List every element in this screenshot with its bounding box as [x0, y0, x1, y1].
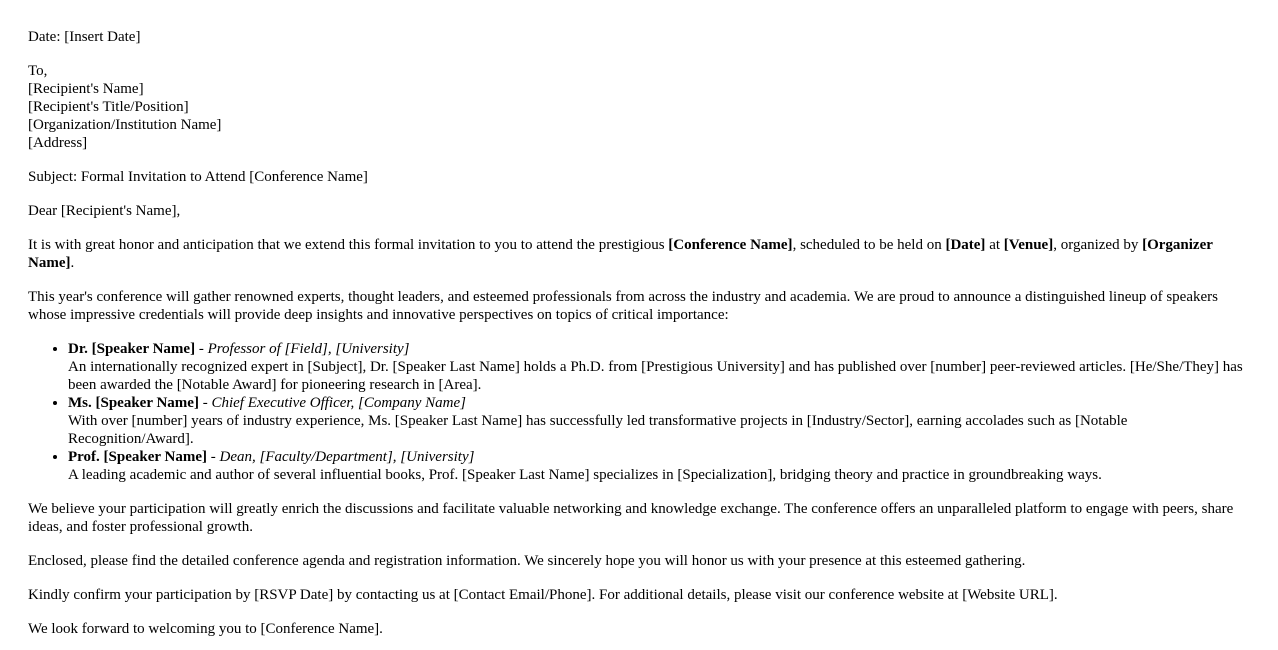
intro-organizer: [Organizer Name] [28, 237, 1213, 271]
intro-date: [Date] [945, 237, 986, 253]
intro-text-2: , scheduled to be held on [792, 237, 946, 253]
speaker-separator: - [207, 449, 220, 465]
intro-venue: [Venue] [1003, 237, 1054, 253]
intro-text-1: It is with great honor and anticipation that we extend this formal invitation to you to attend the prestigious [28, 237, 669, 253]
intro-text-4: , organized by [1053, 237, 1143, 253]
speaker-name: Prof. [Speaker Name] [68, 449, 207, 465]
speaker-title: Chief Executive Officer, [Company Name] [211, 395, 466, 411]
date-line: Date: [Insert Date] [28, 29, 141, 45]
participation-paragraph: We believe your participation will greatly enrich the discussions and facilitate valuable networking and knowledge exchange. The conference offers an unparalleled platform to engage with peers, share ideas, and foster professional growth. [28, 501, 1234, 535]
salutation: Dear [Recipient's Name], [28, 203, 181, 219]
speaker-item [68, 394, 1248, 448]
speaker-bio: An internationally recognized expert in [Subject], Dr. [Speaker Last Name] holds a Ph.D. from [Prestigious University] and has published over [number] peer-reviewed articles. [He/She/They] has been awarded the [Notable Award] for pioneering research in [Area]. [68, 359, 1243, 393]
recipient-address-line: [Address] [28, 135, 88, 151]
speaker-name: Dr. [Speaker Name] [68, 341, 196, 357]
speaker-name: Ms. [Speaker Name] [68, 395, 199, 411]
conference-paragraph: This year's conference will gather renowned experts, thought leaders, and esteemed professionals from across the industry and academia. We are proud to announce a distinguished lineup of speakers whose impressive credentials will provide deep insights and innovative perspectives on topics of critical importance: [28, 289, 1218, 323]
closing-paragraph: We look forward to welcoming you to [Conference Name]. [28, 621, 383, 637]
enclosed-paragraph: Enclosed, please find the detailed conference agenda and registration information. We sincerely hope you will honor us with your presence at this esteemed gathering. [28, 553, 1026, 569]
speaker-item [68, 448, 1248, 484]
speaker-title: Professor of [Field], [University] [207, 341, 410, 357]
recipient-name: [Recipient's Name] [28, 81, 144, 97]
address-to: To, [28, 63, 48, 79]
recipient-organization: [Organization/Institution Name] [28, 117, 222, 133]
recipient-title: [Recipient's Title/Position] [28, 99, 189, 115]
speaker-list [28, 340, 1248, 484]
speaker-item [68, 340, 1248, 394]
intro-text-5: . [70, 255, 75, 271]
speaker-bio: A leading academic and author of several influential books, Prof. [Speaker Last Name] specializes in [Specialization], bridging theory and practice in groundbreaking ways. [68, 467, 1102, 483]
recipient-address [28, 62, 1248, 152]
intro-text-3: at [985, 237, 1004, 253]
intro-conference-name: [Conference Name] [668, 237, 793, 253]
speaker-title: Dean, [Faculty/Department], [University] [219, 449, 475, 465]
rsvp-paragraph: Kindly confirm your participation by [RSVP Date] by contacting us at [Contact Email/Phone]. For additional details, please visit our conference website at [Website URL]. [28, 587, 1058, 603]
subject-line: Subject: Formal Invitation to Attend [Conference Name] [28, 169, 368, 185]
speaker-separator: - [195, 341, 208, 357]
intro-paragraph [28, 236, 1248, 272]
speaker-separator: - [198, 395, 212, 411]
speaker-bio: With over [number] years of industry experience, Ms. [Speaker Last Name] has successfully led transformative projects in [Industry/Sector], earning accolades such as [Notable Recognition/Award]. [68, 413, 1128, 447]
